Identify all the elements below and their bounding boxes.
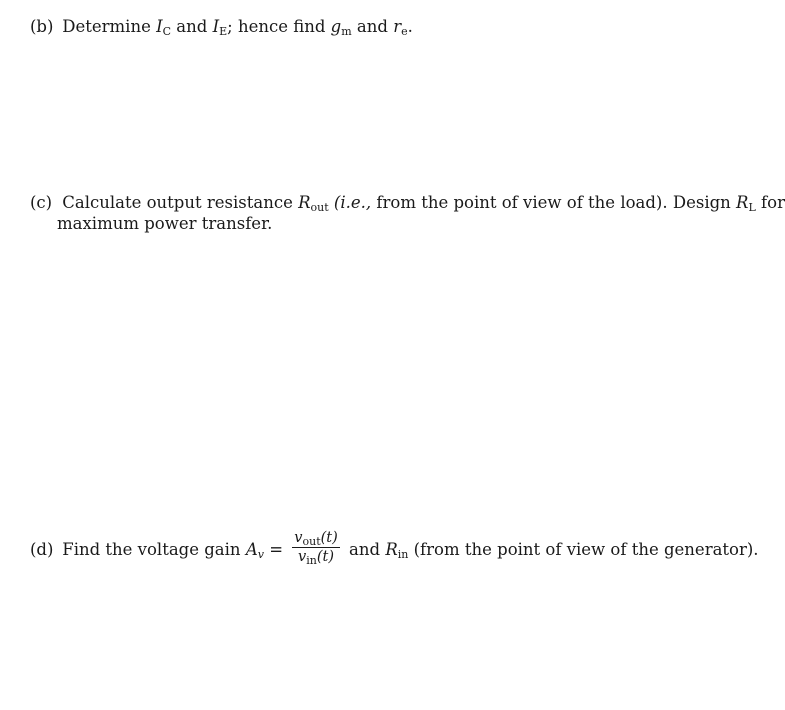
ic-symbol: $I_C$ bbox=[156, 17, 172, 38]
part-b-text-2: and bbox=[176, 17, 208, 36]
question-part-d bbox=[30, 530, 759, 569]
part-b-label: (b) bbox=[30, 17, 54, 36]
ie-symbol: $I_E$ bbox=[212, 17, 228, 38]
question-part-c bbox=[30, 192, 785, 234]
fraction-denominator: $v_{in}(t)$ bbox=[298, 549, 335, 567]
part-b-text-1: Determine bbox=[62, 17, 151, 36]
re-symbol: $r_e$ bbox=[393, 17, 408, 38]
question-part-b bbox=[30, 16, 698, 37]
gain-fraction bbox=[292, 529, 340, 566]
part-c-line-1 bbox=[30, 192, 785, 214]
part-c-text-4: for bbox=[761, 193, 785, 212]
gm-symbol: $g_m$ bbox=[330, 17, 352, 38]
part-d-text-3: (from the point of view of the generator). bbox=[413, 540, 759, 559]
rl-symbol: $R_L$ bbox=[736, 193, 756, 214]
part-c-text-ie: (i.e., bbox=[333, 193, 372, 212]
rout-symbol: $R_{out}$ bbox=[298, 193, 329, 214]
part-c-line-2 bbox=[30, 213, 698, 234]
equals-sign: = bbox=[269, 540, 284, 559]
fraction-numerator: $v_{out}(t)$ bbox=[294, 530, 338, 548]
part-d-text-1: Find the voltage gain bbox=[62, 540, 241, 559]
part-c-text-5: maximum power transfer. bbox=[57, 214, 273, 233]
part-d-label: (d) bbox=[30, 540, 54, 559]
part-b-text-5: . bbox=[407, 17, 413, 36]
part-d-text-2: and bbox=[349, 540, 381, 559]
part-b-text-3: ; hence find bbox=[227, 17, 326, 36]
part-c-text-1: Calculate output resistance bbox=[62, 193, 293, 212]
part-c-label: (c) bbox=[30, 193, 53, 212]
rin-symbol: $R_{in}$ bbox=[385, 540, 409, 561]
part-b-text-4: and bbox=[356, 17, 388, 36]
av-symbol: $A_v$ bbox=[245, 540, 264, 561]
part-c-text-3: from the point of view of the load). Design bbox=[376, 193, 731, 212]
